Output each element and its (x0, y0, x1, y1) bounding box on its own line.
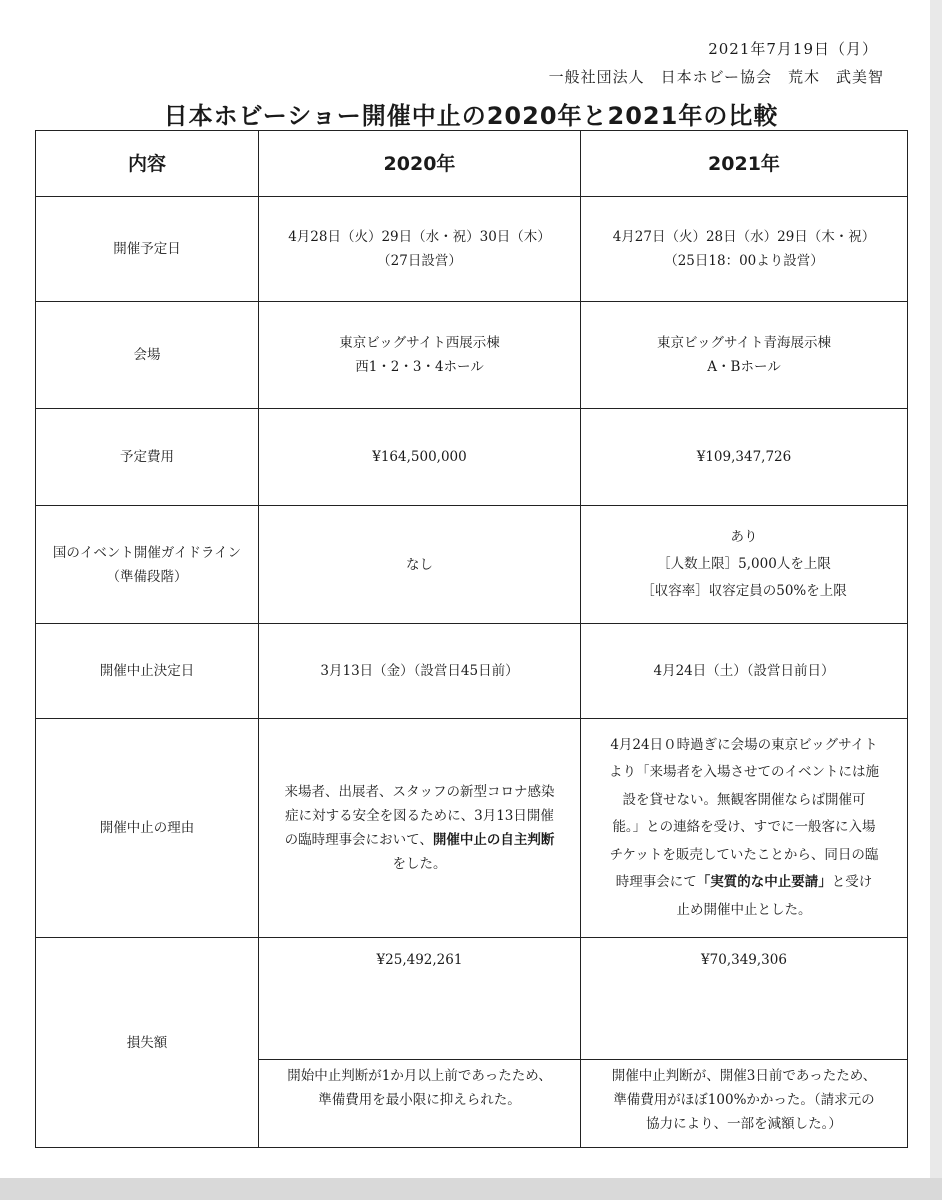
reason-2020-line2: 症に対する安全を図るために、3月13日開催 (285, 808, 554, 824)
label-venue: 会場 (36, 302, 259, 409)
reason-2021-emphasis: 「実質的な中止要請」 (696, 874, 832, 891)
background-edge (0, 1178, 942, 1200)
loss-note-2021 (581, 1060, 908, 1148)
schedule-2020-line2: （27日設営） (377, 253, 462, 269)
guideline-2020: なし (259, 506, 581, 624)
guideline-2021-line2: ［人数上限］5,000人を上限 (657, 556, 831, 572)
schedule-2020-line1: 4月28日（火）29日（水・祝）30日（木） (288, 229, 551, 245)
venue-2020-line2: 西1・2・3・4ホール (355, 359, 484, 375)
label-guideline-line2: （準備段階） (106, 568, 188, 585)
row-loss-amount (36, 938, 908, 1060)
row-decision-date (36, 624, 908, 719)
row-cost (36, 409, 908, 506)
loss-note-2020-line1: 開始中止判断が1か月以上前であったため、 (287, 1068, 552, 1084)
loss-note-2020-line2: 準備費用を最小限に抑えられた。 (318, 1092, 521, 1108)
reason-2021 (581, 719, 908, 938)
label-schedule: 開催予定日 (36, 197, 259, 302)
header-content: 内容 (36, 131, 259, 197)
reason-2021-line6-pre: 時理事会にて (615, 874, 697, 891)
loss-note-2021-line1: 開催中止判断が、開催3日前であったため、 (611, 1068, 877, 1084)
reason-2021-line6-post: と受け (831, 874, 873, 891)
reason-2020-line1: 来場者、出展者、スタッフの新型コロナ感染 (284, 784, 555, 800)
page-title: 日本ホビーショー開催中止の2020年と2021年の比較 (163, 102, 779, 130)
loss-note-2020 (259, 1060, 581, 1148)
venue-2021 (581, 302, 908, 409)
reason-2020-line4: をした。 (392, 856, 447, 872)
cost-2020: ¥164,500,000 (259, 409, 581, 506)
venue-2020-line1: 東京ビッグサイト西展示棟 (339, 335, 500, 351)
decision-date-2020: 3月13日（金）（設営日45日前） (259, 624, 581, 719)
reason-2020 (259, 719, 581, 938)
label-decision-date: 開催中止決定日 (36, 624, 259, 719)
guideline-2021-line1: あり (730, 529, 758, 545)
reason-2020-emphasis: 開催中止の自主判断 (432, 832, 555, 848)
comparison-table (35, 130, 908, 1148)
author-line: 一般社団法人 日本ホビー協会 荒木 武美智 (548, 68, 884, 86)
venue-2020 (259, 302, 581, 409)
loss-note-2021-line2: 準備費用がほぼ100%かかった。（請求元の (613, 1092, 875, 1108)
schedule-2021-line2: （25日18：00より設営） (664, 253, 824, 269)
schedule-2020 (259, 197, 581, 302)
label-guideline-line1: 国のイベント開催ガイドライン (52, 544, 242, 561)
label-guideline (36, 506, 259, 624)
cost-2021: ¥109,347,726 (581, 409, 908, 506)
guideline-2021 (581, 506, 908, 624)
schedule-2021 (581, 197, 908, 302)
reason-2020-line3-text: の臨時理事会において、 (284, 832, 433, 848)
row-reason (36, 719, 908, 938)
decision-date-2021: 4月24日（土）（設営日前日） (581, 624, 908, 719)
row-venue (36, 302, 908, 409)
venue-2021-line2: A・Bホール (707, 359, 781, 375)
header-2020: 2020年 (259, 131, 581, 197)
reason-2021-line4: 能。」との連絡を受け、すでに一般客に入場 (612, 819, 876, 836)
loss-2021: ¥70,349,306 (581, 938, 908, 1060)
label-loss: 損失額 (36, 938, 259, 1148)
guideline-2021-line3: ［収容率］収容定員の50%を上限 (641, 583, 847, 599)
reason-2021-line1: 4月24日０時過ぎに会場の東京ビッグサイト (610, 736, 878, 753)
reason-2021-line3: 設を貸せない。無観客開催ならば開催可 (622, 791, 866, 808)
row-guideline (36, 506, 908, 624)
venue-2021-line1: 東京ビッグサイト青海展示棟 (656, 335, 831, 351)
row-schedule (36, 197, 908, 302)
document-date: 2021年7月19日（月） (708, 40, 878, 58)
header-2021: 2021年 (581, 131, 908, 197)
reason-2020-line3 (259, 828, 580, 852)
reason-2021-line2: より「来場者を入場させてのイベントには施 (609, 764, 879, 781)
reason-2021-line7: 止め開催中止とした。 (676, 901, 812, 918)
label-cost: 予定費用 (36, 409, 259, 506)
schedule-2021-line1: 4月27日（火）28日（水）29日（木・祝） (612, 229, 876, 245)
loss-2020: ¥25,492,261 (259, 938, 581, 1060)
label-reason: 開催中止の理由 (36, 719, 259, 938)
loss-note-2021-line3: 協力により、一部を減額した。） (646, 1116, 842, 1132)
reason-2021-line6 (583, 869, 905, 897)
reason-2021-line5: チケットを販売していたことから、同日の臨 (609, 846, 879, 863)
header-row (36, 131, 908, 197)
